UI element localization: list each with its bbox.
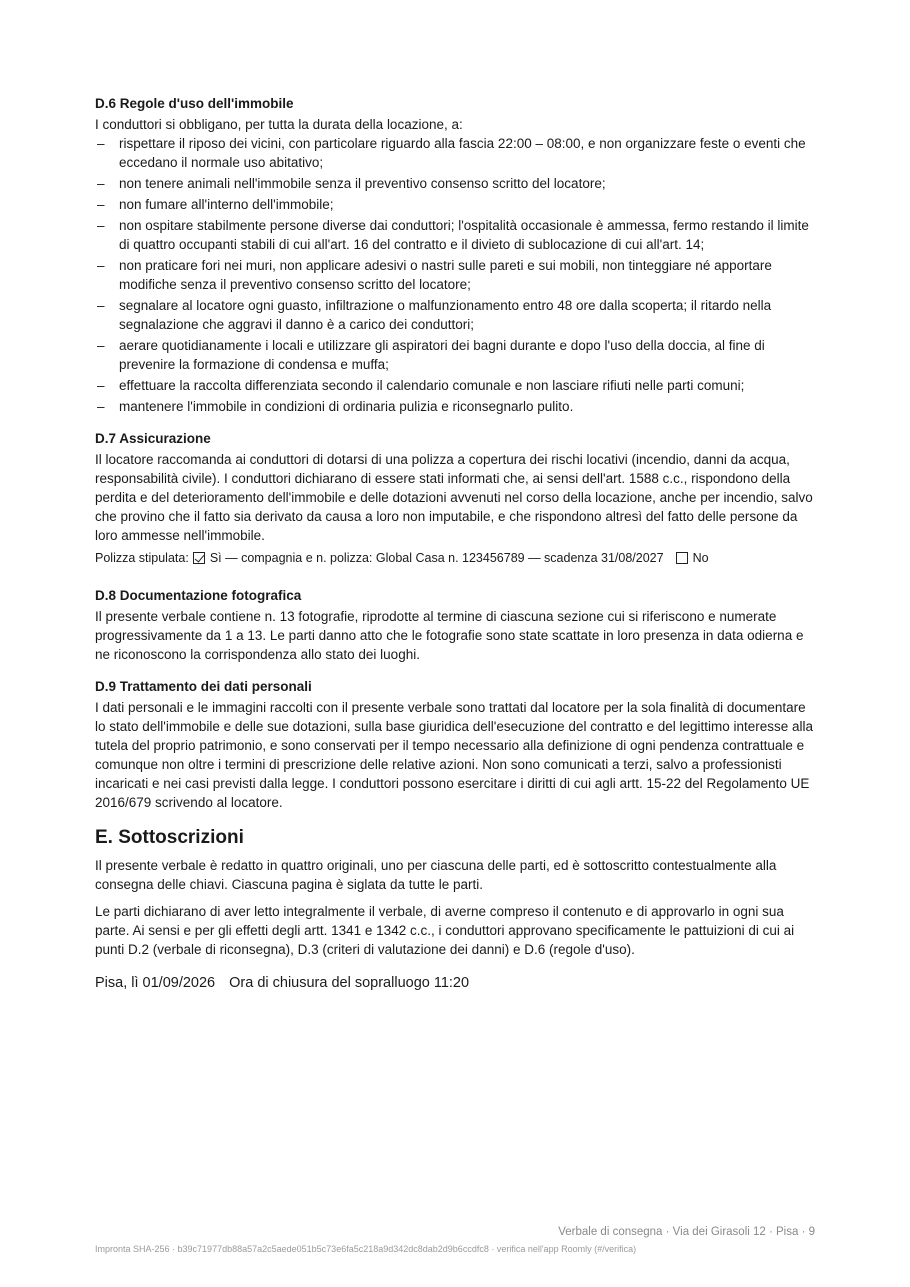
list-item [95,256,815,294]
list-item-text: effettuare la raccolta differenziata secondo il calendario comunale e non lasciare rifiuti nelle parti comuni; [119,378,745,393]
list-item-text: non ospitare stabilmente persone diverse dai conduttori; l'ospitalità occasionale è ammessa, fermo restando il limite di quattro occupanti stabili di cui all'art. 16 del contratto e il divieto di sublocazione di cui all'art. 14; [119,218,809,252]
dash-bullet: – [97,338,105,353]
document-page [95,95,815,1007]
closing-line [95,973,815,993]
section-title: D.6 Regole d'uso dell'immobile [95,96,294,111]
dash-bullet: – [97,176,105,191]
list-item [95,216,815,254]
section-title: D.9 Trattamento dei dati personali [95,679,312,694]
place-date: Pisa, lì 01/09/2026 [95,975,216,991]
section-title: D.7 Assicurazione [95,431,211,446]
list-item-text: aerare quotidianamente i locali e utilizzare gli aspiratori dei bagni durante e dopo l'uso della doccia, al fine di prevenire la formazione di condensa e muffa; [119,338,765,372]
section-intro: I conduttori si obbligano, per tutta la durata della locazione, a: [95,117,463,132]
dash-bullet: – [97,399,105,414]
list-item [95,397,815,416]
list-item-text: non praticare fori nei muri, non applicare adesivi o nastri sulle pareti e sui mobili, non tinteggiare né apportare modifiche senza il preventivo consenso scritto del locatore; [119,258,772,292]
policy-no-label: No [692,551,709,565]
hash-footer: Impronta SHA-256 · b39c71977db88a57a2c5aede051b5c73e6fa5c218a9d342dc8dab2d9b6ccdfc8 · verifica nell'app Roomly (#/verifica) [95,1244,637,1254]
section-e [95,826,815,993]
dash-bullet: – [97,378,105,393]
dash-bullet: – [97,298,105,313]
policy-no-checkbox[interactable] [676,552,688,564]
list-item-text: non fumare all'interno dell'immobile; [119,197,334,212]
policy-yes-checkbox[interactable] [193,552,205,564]
policy-line [95,549,815,567]
section-title: D.8 Documentazione fotografica [95,588,302,603]
closing-time: Ora di chiusura del sopralluogo 11:20 [229,975,470,991]
list-item-text: mantenere l'immobile in condizioni di ordinaria pulizia e riconsegnarlo pulito. [119,399,574,414]
dash-bullet: – [97,218,105,233]
dash-bullet: – [97,258,105,273]
rules-list [95,134,815,416]
section-text: I dati personali e le immagini raccolti con il presente verbale sono trattati dal locatore per la sola finalità di documentare lo stato dell'immobile e delle sue dotazioni, sulla base giuridica dell'esecuzione del contratto e del legittimo interesse alla tutela del proprio patrimonio, e sono conservati per il tempo necessario alla definizione di ogni pendenza contrattuale e comunque non oltre i termini di prescrizione delle relative azioni. Non sono comunicati a terzi, salvo a professionisti incaricati e nei casi previsti dalla legge. I conduttori possono esercitare i diritti di cui agli artt. 15-22 del Regolamento UE 2016/679 scrivendo al locatore. [95,700,814,810]
list-item [95,336,815,374]
page-footer: Verbale di consegna · Via dei Girasoli 12 · Pisa · 9 [558,1226,815,1238]
section-d8 [95,587,815,664]
section-text: Il locatore raccomanda ai conduttori di dotarsi di una polizza a copertura dei rischi locativi (incendio, danni da acqua, responsabilità civile). I conduttori dichiarano di essere stati informati che, ai sensi dell'art. 1588 c.c., rispondono della perdita e del deterioramento dell'immobile e delle dotazioni avvenuti nel corso della locazione, anche per incendio, salvo che provino che il fatto sia derivato da causa a loro non imputabile, e che rispondono altresì del fatto delle persone da loro ammesse nell'immobile. [95,452,813,543]
section-heading: E. Sottoscrizioni [95,827,244,848]
dash-bullet: – [97,197,105,212]
list-item [95,174,815,193]
policy-yes-label: Sì — compagnia e n. polizza: Global Casa n. 123456789 — scadenza 31/08/2027 [209,551,664,565]
dash-bullet: – [97,136,105,151]
section-paragraph: Il presente verbale è redatto in quattro originali, uno per ciascuna delle parti, ed è sottoscritto contestualmente alla consegna delle chiavi. Ciascuna pagina è siglata da tutte le parti. [95,858,777,892]
section-text: Il presente verbale contiene n. 13 fotografie, riprodotte al termine di ciascuna sezione cui si riferiscono e numerate progressivamente da 1 a 13. Le parti danno atto che le fotografie sono state scattate in loro presenza in data odierna e ne riconoscono la corrispondenza allo stato dei luoghi. [95,609,804,662]
list-item-text: segnalare al locatore ogni guasto, infiltrazione o malfunzionamento entro 48 ore dalla scoperta; il ritardo nella segnalazione che aggravi il danno è a carico dei conduttori; [119,298,772,332]
policy-label: Polizza stipulata: [95,551,189,565]
list-item [95,195,815,214]
list-item [95,376,815,395]
section-d9 [95,678,815,812]
list-item [95,134,815,172]
section-paragraph: Le parti dichiarano di aver letto integralmente il verbale, di averne compreso il contenuto e di approvarlo in ogni sua parte. Ai sensi e per gli effetti degli artt. 1341 e 1342 c.c., i conduttori approvano specificamente le pattuizioni di cui ai punti D.2 (verbale di riconsegna), D.3 (criteri di valutazione dei danni) e D.6 (regole d'uso). [95,904,795,957]
list-item-text: non tenere animali nell'immobile senza il preventivo consenso scritto del locatore; [119,176,606,191]
section-d7 [95,430,815,567]
list-item-text: rispettare il riposo dei vicini, con particolare riguardo alla fascia 22:00 – 08:00, e non organizzare feste o eventi che eccedano il normale uso abitativo; [119,136,806,170]
section-d6 [95,95,815,416]
list-item [95,296,815,334]
